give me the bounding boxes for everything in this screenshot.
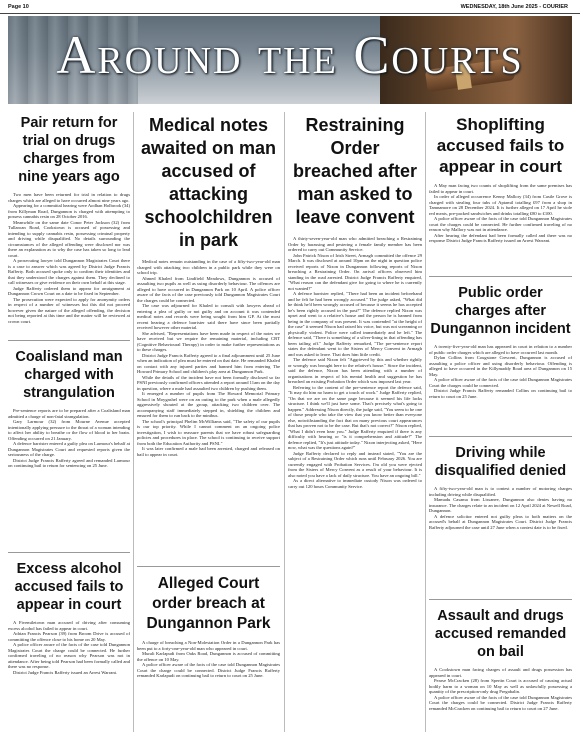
column-3 — [288, 112, 422, 732]
story-paragraph: District Judge Francis Rafferty remanded Collins on continuing bail to return to court on 25 June. — [429, 388, 572, 399]
story-paragraph: It was later confirmed a male had been arrested, charged and released on bail to appear in court. — [137, 446, 280, 457]
story-driving-disqualified — [429, 442, 572, 595]
story-paragraph: A police officer aware of the facts of the case told Dungannon Magistrates Court the charges could be connected. — [429, 377, 572, 388]
story-headline: Driving while disqualified denied — [434, 445, 567, 479]
story-divider — [429, 436, 572, 437]
story-headline: Coalisland man charged with strangulation — [15, 349, 123, 401]
story-paragraph: A fifty-two-year-old man is to contest a number of motoring charges including driving while disqualified. — [429, 486, 572, 497]
story-paragraph: John Patrick Nixon of Irish Street, Armagh committed the offence 29 March. It was disclosed at around 10pm on the night in question police received reports of Nixon in Dungannon following reports of Nixon breaching a Restraining Order. On arrival officers observed him standing in the road arrested. District Judge Francis Rafferty enquired, "What reason can the defendant give for going to where he is currently not wanted?" — [288, 252, 422, 291]
story-paragraph: After hearing the defendant had been formally called and there was no response District Judge Francis Rafferty issued an Arrest Warrant. — [429, 232, 572, 243]
story-divider — [8, 552, 130, 553]
page-header — [0, 0, 580, 14]
story-paragraph: A prosecuting lawyer told Dungannon Magistrates Court there is a case to answer which was agreed by District Judge Francis Rafferty. Both accused spoke only to confirm their identities and that they understood the charges against them. They declined to call witnesses or give evidence on their own behalf at this stage. — [8, 258, 130, 285]
story-excess-alcohol — [8, 558, 130, 732]
story-body — [8, 620, 130, 675]
story-body — [429, 667, 572, 711]
story-paragraph: Gary Larmour (32) from Mourne Avenue accepted intentionally applying pressure to the throat of a woman intending to affect her ability to breathe or the flow of blood to her brain. Offending occurred on 21 January. — [8, 419, 130, 441]
story-paragraph: Two men have been returned for trial in relation to drugs charges which are alleged to have occurred almost nine years ago. — [8, 192, 130, 203]
story-paragraph: A May man facing two counts of shoplifting from the same premises has failed to appear in court. — [429, 183, 572, 194]
story-headline: Public order charges after Dungannon incident — [430, 285, 571, 337]
story-paragraph: It emerged a number of pupils from The Howard Memorial Primary School in Moygashel were on an outing to the park when a male allegedly aggressively shouted at the group, attacking two children over. The accompanying staff immediately stepped in, shielding the children and ensured for them to run back to the minibus. — [137, 391, 280, 418]
column-4 — [429, 112, 572, 732]
story-divider — [429, 599, 572, 600]
story-paragraph: District Judge Francis Rafferty agreed to a final adjournment until 25 June when an indication of plea must be entered on that date. He remanded Khaled on contact with any injured parties and banned him from entering The Howard Primary School and children's play area at Dungannon Park. — [137, 352, 280, 374]
story-body — [288, 236, 422, 489]
story-body — [429, 486, 572, 530]
story-paragraph: Pearse McCracken (28) from Spertin Court is accused of causing actual bodily harm to a woman on 10 May as well as unlawfully possessing a quantity of the prescription-only drug Pregabalin. — [429, 678, 572, 694]
story-paragraph: A police officer aware of the facts of the case told Dungannon Magistrates Court the charges could be connected. District Judge Francis Rafferty remanded McCracken on continuing bail to return to court on 27 June. — [429, 694, 572, 711]
story-paragraph: Medical notes remain outstanding in the case of a fifty-two-year-old man charged with attacking two children in a public park while they were on school trip. — [137, 259, 280, 275]
story-paragraph: District Judge Francis Rafferty agreed and remanded Larmour on continuing bail to return for sentencing on 25 June. — [8, 457, 130, 468]
story-body — [137, 259, 280, 457]
story-body — [137, 640, 280, 679]
story-paragraph: Judge Rafferty ordered them to appear for arraignment at Dungannon Crown Court on a date to be fixed in September. — [8, 285, 130, 296]
story-paragraph: A Cookstown man facing charges of assault and drugs possession has appeared in court. — [429, 667, 572, 678]
story-paragraph: A thirty-seven-year-old man who admitted breaching a Restraining Order by harassing and pestering a female family member has been ordered to carry out Community Service. — [288, 236, 422, 252]
story-headline: Medical notes awaited on man accused of attacking schoolchildren in park — [140, 115, 277, 250]
story-paragraph: The school's principal Phelim McWilliams said, "The safety of our pupils is our top priority. While I cannot comment on an ongoing police investigation, I wish to reassure parents that we have robust safeguarding policies and procedures in place. The school is continuing to receive support from both the Education Authority and PSNI." — [137, 418, 280, 446]
story-restraining-order — [288, 112, 422, 724]
column-rule — [425, 112, 426, 732]
story-paragraph: District Judge Francis Rafferty issued an Arrest Warrant. — [13, 669, 118, 675]
story-paragraph: A police officer aware of the facts of the case told Dungannon Magistrates court the charges could be connected. He further confirmed traveling of no reason why Mallory was not in attendance. — [429, 216, 572, 232]
story-paragraph: Meanwhile on the same date Conor Peter Jackson (32) from Tullaroan Road, Cookstown is accused of possessing and intending to supply cannabis resin, possessing criminal property and driving while disqualified. No details surrounding the circumstances of the alleged offending were disclosed nor was there an explanation as to why the case has taken so long to lead court. — [8, 219, 130, 258]
story-paragraph: In order of alleged occurrence Kenny Mallory (34) from Castle Grove is charged with stealing four tubs of Aptamil totalling £97 from a shop in Tamnamore on 28 December 2024. It is further alleged on 17 April he stole red meats, pre-packed sandwiches and drinks totalling £80 to £100. — [429, 194, 572, 216]
story-paragraph: As a direct alternative to immediate custody Nixon was ordered to carry out 120 hours Community Service. — [288, 478, 422, 489]
story-drugs-trial — [8, 112, 130, 336]
story-headline: Assault and drugs accused remanded on bail — [434, 608, 567, 660]
column-2 — [137, 112, 280, 732]
story-headline: Restraining Order breached after man asked to leave convent — [292, 115, 418, 227]
story-paragraph: Appearing for a committal hearing were Aodhan Holbrook (34) from Killyman Road, Dungannon is charged with attempting to possess cannabis resin on 28 October 2016. — [8, 203, 130, 219]
story-paragraph: A police officer aware of the facts of the case told Dungannon Magistrates Court the charge could be connected. District Judge Francis Rafferty remanded Karlapudi on continuing bail to return to court on 25 June. — [137, 662, 280, 678]
story-strangulation — [8, 346, 130, 548]
story-paragraph: Referring to the content of the pre-sentence report the defence said, "It may do him no harm to get a touch of work." Judge Rafferty replied, "On that we are on the same page because it seemed his life lacks structure. I think we'll just have some. That's precisely what's going to happen." Addressing Nixon directly, the judge said, "You seem to be one of those people who take the view that you know better than everyone else, notwithstanding the fact that on many previous court appearances that has proven not to be the case. But that's not correct?" Nixon replied, "What I didn't even hear you." Judge Rafferty enquired if there is any difficulty with hearing or "is it comprehension and attitude?" The defence replied, "It's just attitude today." Nixon interjecting asked, "Here now, what was the questions again?" — [288, 384, 422, 450]
column-1 — [8, 112, 130, 732]
story-paragraph: Murali Karlapudi from Oaks Road, Dungannon is accused of committing the offence on 10 May. — [137, 651, 280, 662]
section-banner — [8, 16, 572, 104]
page-number: Page 10 — [8, 3, 29, 10]
column-rule — [284, 112, 285, 732]
story-paragraph: A charge of breaching a Non-Molestation Order in a Dungannon Park has been put to a forty-one-year-old man who appeared in court. — [137, 640, 280, 651]
story-headline: Pair return for trial on drugs charges from nine years ago — [18, 115, 120, 185]
story-paragraph: The prosecution were expected to apply for anonymity orders in respect of a number of witnesses but this did not proceed however given the nature of the alleged offending, the decision not being reported at this time and the matter will be reviewed at crown court. — [8, 296, 130, 324]
story-paragraph: The case was adjourned for Khaled to consult with lawyers ahead of entering a plea of guilty or not guilty and on account it was contended medical notes and records were being sought from him GP. At the most recent hearing a defence barrister said there have since been partially received however other material. — [137, 303, 280, 330]
story-body — [8, 408, 130, 469]
story-paragraph: Adrian Francis Pearson (39) from Broom Drive is accused of committing the offence close to his home on 20 May. — [8, 631, 130, 642]
column-rule — [133, 112, 134, 732]
banner-title: Around the Courts — [56, 25, 524, 85]
story-paragraph: Judge Rafferty declared to reply and instead stated, "You are the subject of a Restraining Order which runs until February 2026. You are currently engaged with Probation Services. I'm old you were ejected from the Sisters of Mercy Convent as a result of your behaviour. It is also noted you have a lack of daily structure. You have an ongoing bill." — [288, 450, 422, 478]
story-paragraph: A twenty-five-year-old man has appeared in court in relation to a number of public order charges which are alleged to have occurred last month. — [429, 344, 572, 355]
story-court-order-breach — [137, 572, 280, 732]
story-assault-drugs — [429, 605, 572, 732]
story-paragraph: While the details of the incident have not been formally disclosed so far PSNI previously confirmed officers attended a report around 11am on the day in question, where a male had assaulted two children by pushing them. — [137, 374, 280, 391]
story-divider — [8, 340, 130, 341]
story-headline: Shoplifting accused fails to appear in court — [436, 115, 565, 176]
story-public-order — [429, 282, 572, 432]
story-body — [8, 192, 130, 324]
story-paragraph: Dylan Collins from Cougstone Crescent, Dungannon is accused of assaulting a police officer and using disorderly behaviour. Offending is alleged to have occurred in the Killymaddy Road area of Dungannon on 15 May. — [429, 355, 572, 377]
story-body — [429, 344, 572, 399]
story-body — [429, 183, 572, 244]
story-paragraph: A defence barrister entered a guilty plea on Larmour's behalf at Dungannon Magistrates Court and requested reports given the seriousness of the charge. — [8, 441, 130, 457]
story-medical-notes — [137, 112, 280, 562]
story-paragraph: A police officer aware of the facts of the case told Dungannon Magistrates Court the charge could be connected. He further confirmed traveling of no reason why Pearson was not in attendance. After being told Pearson had been formally called and there was no response. — [8, 642, 130, 669]
story-paragraph: The defence said Nixon felt "Aggrieved by this and whether rightly or wrongly was brought here to the relative's house." Since the incident, said the defence, Nixon has been attending with a number of organisations in respect of his mental health and suggestion he has breached an existing Probation Order which was imposed last year. — [288, 357, 422, 384]
story-headline: Excess alcohol accused fails to appear in court — [14, 561, 124, 613]
story-paragraph: Ahmed Khaled from Lindfield Meadows, Dungannon is accused of assaulting two pupils as well as using disorderly behaviour. The offences are alleged to have occurred in Dungannon Park on 10 April. A police officer aware of the facts of the case previously told Dungannon Magistrates Court the charges could be connected. — [137, 275, 280, 303]
dateline: WEDNESDAY, 18th June 2025 - COURIER — [460, 3, 568, 10]
story-paragraph: She advised, "Representations have been made in respect of the notes we have received but we require the remaining material, including CBT (Cognitive Behavioural Therapy) in order to make further representations as to these charges. — [137, 330, 280, 352]
story-divider — [137, 566, 280, 567]
story-paragraph: Mamadu Casama from Lissanee, Dungannon also denies having no insurance. The charges relate to an incident on 12 April 2024 at Newell Road, Dungannon. — [429, 497, 572, 513]
story-paragraph: A defence barrister replied, "There had been an incident beforehand and he felt he had been wrongly accused." The judge asked, "What did he think he'd been wrongly accused of because it seems he has accepted he's been rightly accused in the past?" The defence replied Nixon was upset and went to a relative's house and the person he is banned from being in the company of was present. It was contended "at the height of the case" it seemed Nixon had raised his voice, but was not screaming or physically violent. Police were called immediately and he left." The defence said, "There is something of a silver-lining in that offending has been tailing off." Judge Rafferty remarked, "The pre-sentence report states the defendant went to the Sisters of Mercy Convent in Armagh and was asked to leave. That does him little credit. — [288, 291, 422, 357]
story-divider — [429, 276, 572, 277]
story-paragraph: Pre-sentence reports are to be prepared after a Coalisland man admitted a charge of non-fatal strangulation. — [8, 408, 130, 419]
story-paragraph: A Fivemiletown man accused of driving after consuming excess alcohol has failed to appear in court. — [8, 620, 130, 631]
story-shoplifting — [429, 112, 572, 272]
story-paragraph: A defence solicitor entered not guilty pleas to both matters on the accused's behalf at Dungannon Magistrates Court. District Judge Francis Rafferty adjourned the case until 27 June when a contest date is to be fixed. — [429, 513, 572, 530]
story-headline: Alleged Court order breach at Dungannon Park — [146, 575, 271, 632]
